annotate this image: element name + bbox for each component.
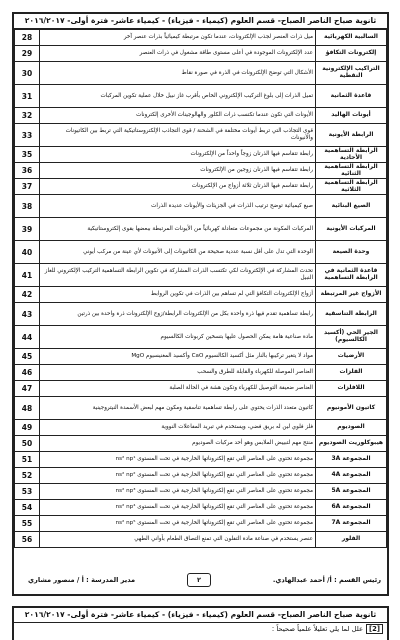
row-number-cell: 42 <box>15 287 40 303</box>
term-cell: أيونات الهاليد <box>316 108 387 124</box>
row-number-cell: 45 <box>15 349 40 365</box>
table-row <box>15 163 387 179</box>
term-cell: إلكترونات التكافؤ <box>316 46 387 62</box>
table-row <box>15 108 387 124</box>
row-number-cell: 32 <box>15 108 40 124</box>
question-2 <box>272 625 383 633</box>
row-number-cell: 37 <box>15 179 40 195</box>
term-cell: قاعدة الثمانية <box>316 85 387 108</box>
term-cell: الرابطة التساهمية الأحادية <box>316 147 387 163</box>
term-cell: الأزواج غير المرتبطة <box>316 287 387 303</box>
table-row <box>15 326 387 349</box>
table-row <box>15 303 387 326</box>
table-row <box>15 195 387 218</box>
term-cell: الرابطة الأيونية <box>316 124 387 147</box>
definition-cell: العناصر ضعيفة التوصيل للكهرباء وتكون هشة في الحالة الصلبة <box>40 381 316 397</box>
term-cell: التراكيب الإلكترونية النقطية <box>316 62 387 85</box>
term-cell: الصيغ البنائية <box>316 195 387 218</box>
table-row <box>15 365 387 381</box>
table-row <box>15 349 387 365</box>
table-row <box>15 46 387 62</box>
term-cell: الأرضيات <box>316 349 387 365</box>
term-cell: اللافلزات <box>316 381 387 397</box>
term-cell: وحدة الصيغة <box>316 241 387 264</box>
term-cell: الفلور <box>316 532 387 548</box>
table-row <box>15 124 387 147</box>
table-row <box>15 218 387 241</box>
definition-cell: كاتيون متعدد الذرات يحتوي على رابطة تساهمية تناسقية ومكون مهم لبعض الأسمدة النيتروجينية <box>40 397 316 420</box>
term-cell: المجموعة 7A <box>316 516 387 532</box>
definition-cell: الوحدة التي تدل على أقل نسبة عددية صحيحة من الكاتيونات إلى الأنيونات لأي عينة من مركب أيوني <box>40 241 316 264</box>
row-number-cell: 47 <box>15 381 40 397</box>
row-number-cell: 38 <box>15 195 40 218</box>
definition-cell: فلز فلوي لين له بريق فضي، ويستخدم في تبريد المفاعلات النووية <box>40 420 316 436</box>
term-cell: الرابطة التساهمية الثلاثية <box>316 179 387 195</box>
row-number-cell: 40 <box>15 241 40 264</box>
row-number-cell: 31 <box>15 85 40 108</box>
definition-cell: مادة صناعية هامة يمكن الحصول عليها بتسخين كربونات الكالسيوم <box>40 326 316 349</box>
definition-cell: ميل ذرات العنصر لجذب الإلكترونات، عندما تكون مرتبطة كيميائياً بذرات عنصر آخر <box>40 30 316 46</box>
definition-cell: تميل الذرات إلى بلوغ التركيب الإلكتروني الخاص بأقرب غاز نبيل خلال عملية تكوين المركبات <box>40 85 316 108</box>
definition-cell: رابطة تتقاسم فيها الذرتان زوجاً واحداً من الإلكترونات <box>40 147 316 163</box>
definitions-table <box>14 29 387 548</box>
table-row <box>15 179 387 195</box>
term-cell: المجموعة 6A <box>316 500 387 516</box>
question-number: [2] <box>366 624 383 634</box>
definition-cell: عدد الإلكترونات الموجودة في أعلى مستوى طاقة مشغول في ذرات العنصر <box>40 46 316 62</box>
row-number-cell: 52 <box>15 468 40 484</box>
row-number-cell: 30 <box>15 62 40 85</box>
row-number-cell: 28 <box>15 30 40 46</box>
table-row <box>15 484 387 500</box>
term-cell: السالبية الكهربائية <box>316 30 387 46</box>
definition-cell: عنصر يستخدم في صناعة مادة التفلون التي تمنع التصاق الطعام بأواني الطهي <box>40 532 316 548</box>
definition-cell: منتج مهم لتبييض الملابس وهو أحد مركبات الصوديوم <box>40 436 316 452</box>
table-row <box>15 30 387 46</box>
row-number-cell: 51 <box>15 452 40 468</box>
definition-cell: الأشكال التي توضح الإلكترونات في الذرة في صورة نقاط <box>40 62 316 85</box>
row-number-cell: 36 <box>15 163 40 179</box>
term-cell: هيبوكلوريت الصوديوم <box>316 436 387 452</box>
table-row <box>15 420 387 436</box>
table-row <box>15 436 387 452</box>
table-row <box>15 85 387 108</box>
term-cell: الصوديوم <box>316 420 387 436</box>
row-number-cell: 29 <box>15 46 40 62</box>
next-page <box>12 606 389 640</box>
definition-cell: قوى التجاذب التي تربط أيونات مختلفة في الشحنة / قوى التجاذب الإلكتروستاتيكية التي تربط بين الكاتيونات والأنيونات <box>40 124 316 147</box>
term-cell: الرابطة التناسقية <box>316 303 387 326</box>
table-row <box>15 287 387 303</box>
row-number-cell: 43 <box>15 303 40 326</box>
row-number-cell: 54 <box>15 500 40 516</box>
term-cell: المركبات الأيونية <box>316 218 387 241</box>
table-row <box>15 147 387 163</box>
term-cell: قاعدة الثمانية في الرابطة التساهمية <box>316 264 387 287</box>
row-number-cell: 44 <box>15 326 40 349</box>
table-row <box>15 264 387 287</box>
row-number-cell: 49 <box>15 420 40 436</box>
table-row <box>15 516 387 532</box>
definition-cell: مجموعة تحتوي على العناصر التي تقع إلكتروناتها الخارجية في تحت المستوى ns² np⁴ <box>40 500 316 516</box>
row-number-cell: 55 <box>15 516 40 532</box>
definition-cell: صيغ كيميائية توضح ترتيب الذرات في الجزيئات والأيونات عديدة الذرات <box>40 195 316 218</box>
row-number-cell: 41 <box>15 264 40 287</box>
page-number: ٢ <box>187 573 211 587</box>
table-row <box>15 397 387 420</box>
definition-cell: مجموعة تحتوي على العناصر التي تقع إلكتروناتها الخارجية في تحت المستوى ns² np⁵ <box>40 516 316 532</box>
row-number-cell: 39 <box>15 218 40 241</box>
row-number-cell: 33 <box>15 124 40 147</box>
head-of-department: رئيس القسم : أ/ أحمد عبدالهادي. <box>272 576 381 584</box>
definition-cell: مجموعة تحتوي على العناصر التي تقع إلكتروناتها الخارجية في تحت المستوى ns² np¹ <box>40 452 316 468</box>
definition-cell: العناصر الموصلة للكهرباء والقابلة للطرق والسحب <box>40 365 316 381</box>
definition-cell: تحدث المشاركة في الإلكترونات لكي تكتسب الذرات المشاركة في تكوين الرابطة التساهمية التركيب الإلكتروني للغاز النبيل <box>40 264 316 287</box>
row-number-cell: 35 <box>15 147 40 163</box>
definition-cell: مجموعة تحتوي على العناصر التي تقع إلكتروناتها الخارجية في تحت المستوى ns² np³ <box>40 484 316 500</box>
definition-cell: أزواج الإلكترونات التكافؤ التي لم تساهم بين الذرات في تكوين الروابط <box>40 287 316 303</box>
table-row <box>15 241 387 264</box>
term-cell: الرابطة التساهمية الثنائية <box>316 163 387 179</box>
worksheet-page <box>12 12 389 596</box>
row-number-cell: 46 <box>15 365 40 381</box>
page-header: ثانوية صباح الناصر الصباح- قسم العلوم (كيمياء - فيزياء) - كيمياء عاشر- فترة أولى- ٢٠١٦/٢٠١٧ <box>14 14 387 29</box>
table-row <box>15 532 387 548</box>
question-text: علل لما يلي تعليلاً علمياً صحيحاً : <box>271 625 364 633</box>
definition-cell: رابطة تساهمية تقدم فيها ذرة واحدة بكل من الإلكترونات الرابطة/زوج الإلكترونات ذرة واحدة بين ذرتين <box>40 303 316 326</box>
table-row <box>15 468 387 484</box>
table-row <box>15 381 387 397</box>
definition-cell: رابطة تتقاسم فيها الذرتان زوجين من الإلكترونات <box>40 163 316 179</box>
definition-cell: مجموعة تحتوي على العناصر التي تقع إلكتروناتها الخارجية في تحت المستوى ns² np² <box>40 468 316 484</box>
row-number-cell: 53 <box>15 484 40 500</box>
definition-cell: الأيونات التي تكون عندما تكتسب ذرات الكلور والهالوجينات الأخرى إلكترونات <box>40 108 316 124</box>
term-cell: المجموعة 5A <box>316 484 387 500</box>
table-row <box>15 500 387 516</box>
table-row <box>15 62 387 85</box>
row-number-cell: 50 <box>15 436 40 452</box>
term-cell: المجموعة 4A <box>316 468 387 484</box>
page-footer <box>14 568 387 594</box>
row-number-cell: 56 <box>15 532 40 548</box>
term-cell: كاتيون الأمونيوم <box>316 397 387 420</box>
term-cell: الجير الحي (أكسيد الكالسيوم) <box>316 326 387 349</box>
definition-cell: مواد لا يتغير تركيبها بالنار مثل أكسيد الكالسيوم CaO وأكسيد المغنيسيوم MgO <box>40 349 316 365</box>
table-row <box>15 452 387 468</box>
term-cell: المجموعة 3A <box>316 452 387 468</box>
school-principal: مدير المدرسة : أ / منصور مشاري <box>28 576 136 584</box>
row-number-cell: 48 <box>15 397 40 420</box>
definition-cell: المركبات المكونة من مجموعات متعادلة كهربائياً من الأيونات المرتبطة ببعضها بقوى إلكتروستاتيكية <box>40 218 316 241</box>
definition-cell: رابطة تتقاسم فيها الذرتان ثلاثة أزواج من الإلكترونات <box>40 179 316 195</box>
term-cell: الفلزات <box>316 365 387 381</box>
next-page-header: ثانوية صباح الناصر الصباح- قسم العلوم (كيمياء - فيزياء) - كيمياء عاشر- فترة أولى- ٢٠١٦/٢٠١٧ <box>14 608 387 623</box>
